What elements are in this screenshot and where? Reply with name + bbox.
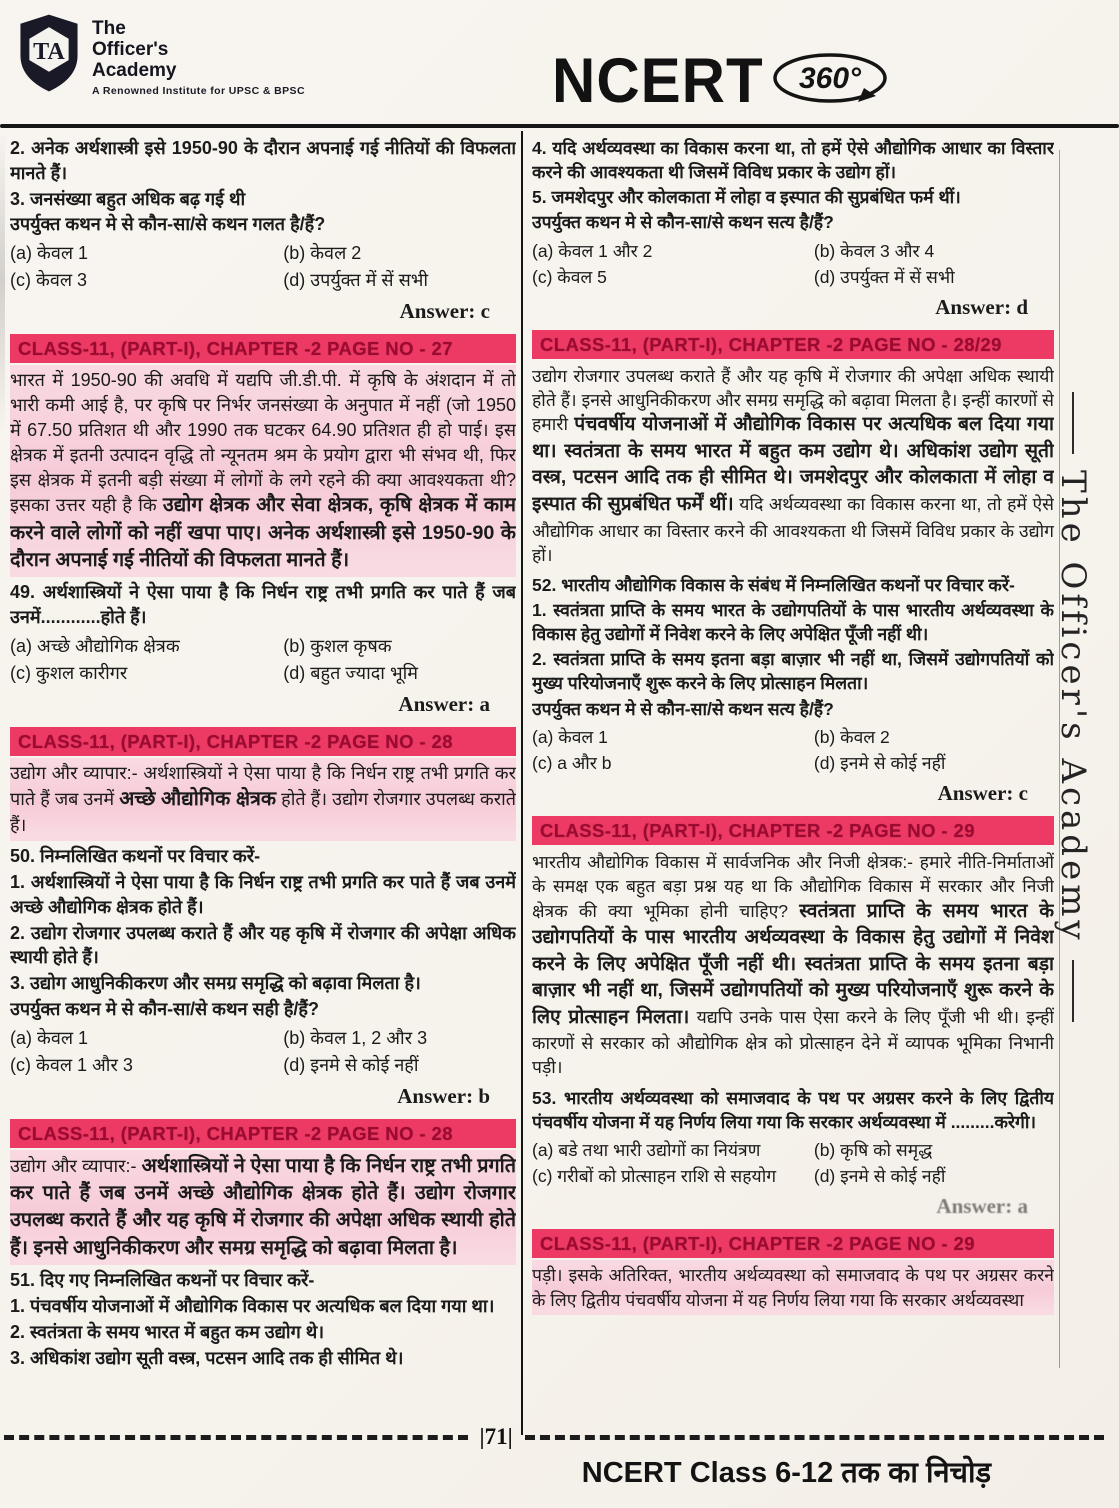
text-run: भारतीय औद्योगिक विकास में सार्वजनिक और निजी क्षेत्रक:- हमारे नीति-निर्माताओं के समक्ष एक बहुत बड़ा प्रश्न यह था कि औद्योगिक विकास में सरकार और निजी क्षेत्रक की क्या भूमिका होनी चाहिए? <box>532 852 1054 921</box>
option: (a) केवल 1 <box>10 1027 89 1048</box>
logo-text-block <box>92 12 305 97</box>
question-line: 2. स्वतंत्रता प्राप्ति के समय इतना बड़ा बाज़ार भी नहीं था, जिसमें उद्योगपतियों को मुख्य परियोजनाएँ शुरू करने के लिए प्रोत्साहन मिलता। <box>532 649 1054 694</box>
answer-label: Answer: c <box>937 781 1028 806</box>
question-line: 3. उद्योग आधुनिकीकरण और समग्र समृद्धि को बढ़ावा मिलता है। <box>10 973 421 994</box>
sidebar-dash-top <box>1072 392 1074 454</box>
question-block <box>10 844 516 1022</box>
question-line: 51. दिए गए निम्नलिखित कथनों पर विचार करें- <box>10 1270 315 1291</box>
option: (c) केवल 5 <box>532 266 607 287</box>
question-line: 3. अधिकांश उद्योग सूती वस्त्र, पटसन आदि तक ही सीमित थे। <box>10 1347 404 1368</box>
shield-monogram-icon <box>16 12 82 99</box>
question-line: 3. जनसंख्या बहुत अधिक बढ़ गई थी <box>10 188 246 209</box>
question-block <box>10 580 516 630</box>
question-line: 5. जमशेदपुर और कोलकाता में लोहा व इस्पात की सुप्रबंधित फर्म थीं। <box>532 187 961 208</box>
bold-run: स्वतंत्रता प्राप्ति के समय भारत के उद्योगपतियों के पास भारतीय अर्थव्यवस्था के विकास हेतु उद्योगों में निवेश करने के लिए अपेक्षित पूँजी नहीं थी। स्वतंत्रता प्राप्ति के समय इतना बड़ा बाज़ार भी नहीं था, जिसमें उद्योगपतियों को मुख्य परियोजनाएँ शुरू करने के लिए प्रोत्साहन मिलता। <box>532 900 1054 1028</box>
right-column <box>532 133 1054 1428</box>
option: (a) केवल 1 <box>532 726 608 747</box>
text-run: उद्योग और व्यापार:- <box>10 1155 142 1176</box>
highlighted-source-paragraph <box>10 1153 516 1262</box>
officers-academy-logo <box>16 12 305 99</box>
question-line: 50. निम्नलिखित कथनों पर विचार करें- <box>10 846 261 867</box>
bold-run: उद्योग क्षेत्रक और सेवा क्षेत्रक, कृषि क्षेत्रक में काम करने वाले लोगों को नहीं खपा पाए। अनेक अर्थशास्त्री इसे 1950-90 के दौरान अपनाई गई नीतियों की विफलता मानते हैं। <box>10 494 516 572</box>
question-block <box>532 573 1054 721</box>
option: (b) केवल 2 <box>283 243 362 264</box>
section-banner: CLASS-11, (PART-I), CHAPTER -2 PAGE NO - 28 <box>10 1119 516 1148</box>
option: (c) a और b <box>532 752 612 773</box>
left-column <box>10 133 516 1428</box>
question-line: 1. पंचवर्षीय योजनाओं में औद्योगिक विकास पर अत्यधिक बल दिया गया था। <box>10 1295 495 1316</box>
highlighted-source-paragraph <box>10 761 516 838</box>
options-grid <box>10 633 516 687</box>
source-paragraph <box>532 364 1054 567</box>
question-block <box>532 1086 1054 1134</box>
question-line: उपर्युक्त कथन मे से कौन-सा/से कथन गलत है/हैं? <box>10 214 326 235</box>
question-line: 2. उद्योग रोजगार उपलब्ध कराते हैं और यह कृषि में रोजगार की अपेक्षा अधिक स्थायी होते हैं। <box>10 922 516 968</box>
logo-tagline: A Renowned Institute for UPSC & BPSC <box>92 85 305 97</box>
highlighted-source-paragraph <box>10 368 516 574</box>
option: (a) केवल 1 <box>10 243 89 264</box>
vertical-brand-text: The Officer's Academy <box>1053 470 1093 944</box>
question-block <box>10 136 516 237</box>
option: (b) केवल 2 <box>813 726 890 747</box>
option: (d) उपर्युक्त में सें सभी <box>813 266 955 287</box>
options-grid <box>532 238 1054 291</box>
text-run: यदि अर्थव्यवस्था का विकास करना था, तो हमें ऐसे औद्योगिक आधार का विस्तार करने की आवश्यकता थी जिसमें विविध प्रकार के उद्योग हों। <box>532 494 1054 565</box>
section-banner: CLASS-11, (PART-I), CHAPTER -2 PAGE NO - 28/29 <box>532 330 1054 359</box>
options-grid <box>10 1025 516 1079</box>
header-rule <box>0 124 1119 128</box>
option: (d) बहुत ज्यादा भूमि <box>283 663 419 684</box>
option: (a) बडे तथा भारी उद्योगों का नियंत्रण <box>532 1139 761 1160</box>
option: (c) कुशल कारीगर <box>10 663 128 684</box>
option: (a) अच्छे औद्योगिक क्षेत्रक <box>10 636 180 657</box>
text-run: उद्योग और व्यापार:- अर्थशास्त्रियों ने ऐसा पाया है कि निर्धन राष्ट्र तभी प्रगति कर पाते हैं जब उनमें <box>10 763 516 809</box>
highlighted-source-paragraph <box>532 1263 1054 1311</box>
section-banner: CLASS-11, (PART-I), CHAPTER -2 PAGE NO - 29 <box>532 816 1054 845</box>
logo-line-2: Officer's <box>92 39 169 60</box>
question-line: 49. अर्थशास्त्रियों ने ऐसा पाया है कि निर्धन राष्ट्र तभी प्रगति कर पाते हैं जब उनमें............होते हैं। <box>10 582 516 628</box>
question-block <box>10 1268 516 1370</box>
question-line: 2. स्वतंत्रता के समय भारत में बहुत कम उद्योग थे। <box>10 1321 325 1342</box>
answer-label: Answer: b <box>397 1083 490 1108</box>
text-run: होते हैं। उद्योग रोजगार उपलब्ध कराते हैं। <box>10 788 516 836</box>
page-number: |71| <box>479 1424 513 1449</box>
ncert-360-masthead <box>552 45 892 116</box>
masthead-title: NCERT <box>552 45 764 116</box>
bold-run: अर्थशास्त्रियों ने ऐसा पाया है कि निर्धन राष्ट्र तभी प्रगति कर पाते हैं जब उनमें अच्छे औद्योगिक क्षेत्रक होते हैं। उद्योग रोजगार उपलब्ध कराते हैं और यह कृषि में रोजगार की अपेक्षा अधिक स्थायी होते हैं। इनसे आधुनिकीकरण और समग्र समृद्धि को बढ़ावा मिलता है। <box>10 1154 516 1259</box>
option: (b) केवल 1, 2 और 3 <box>283 1027 428 1048</box>
question-line: 2. अनेक अर्थशास्त्री इसे 1950-90 के दौरान अपनाई गई नीतियों की विफलता मानते हैं। <box>10 138 516 183</box>
options-grid <box>532 724 1054 777</box>
svg-text:TA: TA <box>33 39 65 66</box>
dash-segment-left <box>4 1435 468 1440</box>
answer-label: Answer: a <box>936 1194 1028 1219</box>
question-line: 4. यदि अर्थव्यवस्था का विकास करना था, तो हमें ऐसे औद्योगिक आधार का विस्तार करने की आवश्यकता थी जिसमें विविध प्रकार के उद्योग हों। <box>532 138 1054 183</box>
badge-360-text: 360° <box>798 62 861 95</box>
text-run: भारत में 1950-90 की अवधि में यद्यपि जी.डी.पी. में कृषि के अंशदान में तो भारी कमी आई है, पर कृषि पर निर्भर जनसंख्या के अनुपात में नहीं (जो 1950 में 67.50 प्रतिशत थी और 1990 तक घटकर 64.90 प्रतिशत ही हो पाई। इस क्षेत्रक में इतनी उत्पादन वृद्धि तो न्यूनतम श्रम के प्रयोग द्वारा भी संभव थी, फिर इस क्षेत्रक में इतनी बड़ी संख्या में लोगों के लगे रहने की क्या आवश्यकता थी? इसका उत्तर यही है कि <box>10 370 516 516</box>
bold-run: पंचवर्षीय योजनाओं में औद्योगिक विकास पर अत्यधिक बल दिया गया था। स्वतंत्रता के समय भारत में बहुत कम उद्योग थे। अधिकांश उद्योग सूती वस्त्र, पटसन आदि तक ही सीमित थे। जमशेदपुर और कोलकाता में लोहा व इस्पात की सुप्रबंधित फर्में थीं। <box>532 414 1054 516</box>
column-divider <box>521 131 523 1435</box>
section-banner: CLASS-11, (PART-I), CHAPTER -2 PAGE NO - 28 <box>10 727 516 756</box>
options-grid <box>10 240 516 294</box>
option: (c) केवल 1 और 3 <box>10 1054 133 1075</box>
options-grid <box>532 1137 1054 1190</box>
option: (d) इनमे से कोई नहीं <box>283 1054 419 1075</box>
question-line: 1. स्वतंत्रता प्राप्ति के समय भारत के उद्योगपतियों के पास भारतीय अर्थव्यवस्था के विकास हेतु उद्योगों में निवेश करने के लिए अपेक्षित पूँजी नहीं थी। <box>532 600 1054 645</box>
question-line: उपर्युक्त कथन मे से कौन-सा/से कथन सत्य है/हैं? <box>532 212 834 233</box>
source-paragraph <box>532 850 1054 1079</box>
option: (a) केवल 1 और 2 <box>532 240 653 261</box>
option: (b) कुशल कृषक <box>283 636 392 657</box>
logo-line-3: Academy <box>92 60 177 81</box>
footer-dashed-rule <box>4 1424 1104 1450</box>
sidebar-dash-bottom <box>1072 960 1074 1022</box>
question-line: 52. भारतीय औद्योगिक विकास के संबंध में निम्नलिखित कथनों पर विचार करें- <box>532 574 1015 595</box>
question-line: उपर्युक्त कथन मे से कौन-सा/से कथन सत्य है/हैं? <box>532 698 834 719</box>
question-line: 1. अर्थशास्त्रियों ने ऐसा पाया है कि निर्धन राष्ट्र तभी प्रगति कर पाते हैं जब उनमें अच्छे औद्योगिक क्षेत्रक होते हैं। <box>10 871 516 917</box>
text-run: पड़ी। इसके अतिरिक्त, भारतीय अर्थव्यवस्था को समाजवाद के पथ पर अग्रसर करने के लिए द्वितीय पंचवर्षीय योजना में यह निर्णय लिया गया कि सरकार अर्थव्यवस्था <box>532 1265 1054 1310</box>
section-banner: CLASS-11, (PART-I), CHAPTER -2 PAGE NO - 29 <box>532 1229 1054 1258</box>
section-banner: CLASS-11, (PART-I), CHAPTER -2 PAGE NO - 27 <box>10 334 516 363</box>
question-line: उपर्युक्त कथन मे से कौन-सा/से कथन सही है/हैं? <box>10 998 319 1019</box>
option: (c) केवल 3 <box>10 270 88 291</box>
text-run: उद्योग रोजगार उपलब्ध कराते हैं और यह कृषि में रोजगार की अपेक्षा अधिक स्थायी होते हैं। इनसे आधुनिकीकरण और समग्र समृद्धि को बढ़ावा मिलता है। इन्हीं कारणों से हमारी <box>532 366 1054 435</box>
answer-label: Answer: c <box>399 299 490 324</box>
bold-run: अच्छे औद्योगिक क्षेत्रक <box>119 787 277 810</box>
text-run: यद्यपि उनके पास ऐसा करने के लिए पूँजी भी थी। इन्हीं कारणों से सरकार को औद्योगिक क्षेत्र को प्रोत्साहन देने में व्यापक भूमिका निभानी पड़ी। <box>532 1006 1054 1078</box>
scan-edge-shadow <box>0 130 5 430</box>
footer-tagline: NCERT Class 6-12 तक का निचोड़ <box>581 1457 991 1489</box>
badge-360-icon <box>770 50 892 110</box>
option: (c) गरीबों को प्रोत्साहन राशि से सहयोग <box>532 1166 777 1187</box>
answer-label: Answer: a <box>398 692 490 717</box>
option: (d) उपर्युक्त में सें सभी <box>283 270 429 291</box>
dash-segment-right <box>525 1435 1104 1440</box>
vertical-brand-strip <box>1036 392 1110 1022</box>
answer-label: Answer: d <box>935 295 1028 320</box>
option: (d) इनमे से कोई नहीं <box>813 1166 946 1187</box>
option: (b) केवल 3 और 4 <box>813 240 935 261</box>
option: (d) इनमे से कोई नहीं <box>813 752 946 773</box>
logo-line-1: The <box>92 18 126 39</box>
question-line: 53. भारतीय अर्थव्यवस्था को समाजवाद के पथ पर अग्रसर करने के लिए द्वितीय पंचवर्षीय योजना में यह निर्णय लिया गया कि सरकार अर्थव्यवस्था में .........करेगी। <box>532 1087 1054 1132</box>
question-block <box>532 136 1054 235</box>
option: (b) कृषि को समृद्ध <box>813 1139 933 1160</box>
